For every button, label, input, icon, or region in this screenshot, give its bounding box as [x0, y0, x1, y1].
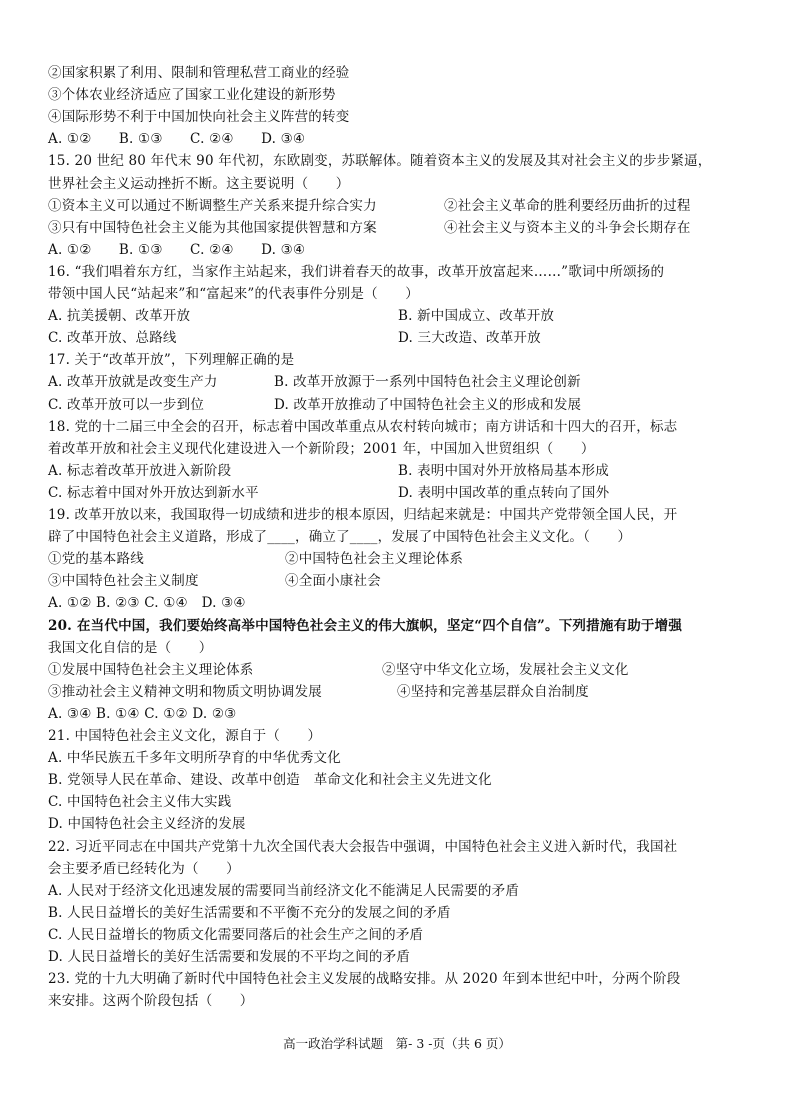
line-text-column-2: D. 表明中国改革的重点转向了国外: [398, 484, 610, 501]
text-line: [48, 218, 691, 238]
text-line: [48, 837, 677, 857]
text-line: [48, 174, 349, 194]
text-line: [48, 306, 555, 326]
line-text-column-2: B. 新中国成立、改革开放: [398, 308, 555, 325]
line-text: ①发展中国特色社会主义理论体系: [48, 661, 254, 678]
text-line: [48, 969, 680, 989]
text-line: [48, 638, 212, 658]
line-text: ④国际形势不利于中国加快向社会主义阵营的转变: [48, 109, 350, 126]
line-text: 23. 党的十九大明确了新时代中国特色社会主义发展的战略安排。从 2020 年到本世纪中叶，分两个阶段: [48, 971, 681, 988]
text-line: [48, 549, 464, 569]
line-text: 会主要矛盾已经转化为（ ）: [48, 860, 240, 877]
text-line: [48, 151, 711, 171]
text-line: [48, 439, 595, 459]
line-text: C. 人民日益增长的物质文化需要同落后的社会生产之间的矛盾: [48, 926, 424, 943]
text-line: [48, 571, 381, 591]
text-line: [48, 483, 610, 503]
line-text: B. 党领导人民在革命、建设、改革中创造 革命文化和社会主义先进文化: [48, 772, 492, 789]
line-text: 着改革开放和社会主义现代化建设进入一个新阶段；2001 年，中国加入世贸组织（ ）: [48, 440, 595, 457]
text-line: [48, 925, 423, 945]
line-text: A. ①② B. ①③ C. ②④ D. ③④: [48, 241, 306, 258]
text-line: [48, 814, 246, 834]
text-line: [48, 85, 336, 105]
line-text: ③个体农业经济适应了国家工业化建设的新形势: [48, 87, 336, 104]
line-text: 我国文化自信的是（ ）: [48, 639, 213, 656]
line-text: B. 人民日益增长的美好生活需要和不平衡不充分的发展之间的矛盾: [48, 904, 451, 921]
text-line: [48, 196, 691, 216]
text-line: [48, 726, 321, 746]
text-line: [48, 461, 609, 481]
text-line: [48, 129, 305, 149]
line-text-column-2: ④全面小康社会: [285, 573, 381, 590]
line-text: C. 标志着中国对外开放达到新水平: [48, 484, 259, 501]
line-text: 17. 关于“改革开放”，下列理解正确的是: [48, 352, 295, 369]
line-text-column-2: D. 三大改造、改革开放: [398, 330, 541, 347]
line-text: 22. 习近平同志在中国共产党第十九次全国代表大会报告中强调，中国特色社会主义进入新时代，我国社: [48, 838, 678, 855]
line-text: 世界社会主义运动挫折不断。这主要说明（ ）: [48, 175, 350, 192]
text-line: [48, 991, 254, 1011]
line-text: ②国家积累了利用、限制和管理私营工商业的经验: [48, 65, 350, 81]
line-text: ①党的基本路线: [48, 551, 144, 568]
line-text: C. 中国特色社会主义伟大实践: [48, 794, 232, 811]
line-text: A. ①② B. ②③ C. ①④ D. ③④: [48, 595, 246, 612]
text-line: [48, 770, 492, 790]
text-line: [48, 748, 341, 768]
text-line: [48, 593, 246, 613]
line-text: A. ①② B. ①③ C. ②④ D. ③④: [48, 131, 306, 148]
line-text-column-2: B. 表明中国对外开放格局基本形成: [398, 462, 609, 479]
text-line: [48, 859, 240, 879]
line-text-column-2: ②中国特色社会主义理论体系: [285, 551, 464, 568]
line-text-column-2: ②坚守中华文化立场，发展社会主义文化: [382, 661, 629, 678]
text-line: [48, 395, 582, 415]
text-line: [48, 903, 451, 923]
line-text-column-2: B. 改革开放源于一系列中国特色社会主义理论创新: [274, 374, 581, 391]
line-text-column-2: ④坚持和完善基层群众自治制度: [397, 683, 589, 700]
text-line: [48, 881, 519, 901]
line-text: A. 标志着改革开放进入新阶段: [48, 462, 232, 479]
line-text: A. 人民对于经济文化迅速发展的需要同当前经济文化不能满足人民需要的矛盾: [48, 882, 520, 899]
line-text: 19. 改革开放以来，我国取得一切成绩和进步的根本原因，归结起来就是：中国共产党带领全国人民，开: [48, 507, 678, 523]
text-line: [48, 284, 419, 304]
line-text: ③推动社会主义精神文明和物质文明协调发展: [48, 683, 322, 700]
line-text: D. 中国特色社会主义经济的发展: [48, 816, 246, 833]
text-line: [48, 792, 231, 812]
line-text-column-2: ④社会主义与资本主义的斗争会长期存在: [444, 219, 691, 236]
line-text: 20. 在当代中国，我们要始终高举中国特色社会主义的伟大旗帜，坚定“四个自信”。下列措施有助于增强: [48, 617, 683, 634]
line-text: 18. 党的十二届三中全会的召开，标志着中国改革重点从农村转向城市；南方讲话和十四大的召开，标志: [48, 418, 678, 435]
line-text: D. 人民日益增长的美好生活需要和发展的不平均之间的矛盾: [48, 949, 411, 965]
page-footer: 高一政治学科试题 第- 3 -页（共 6 页）: [283, 1036, 511, 1051]
line-text: C. 改革开放可以一步到位: [48, 396, 205, 413]
text-line: [48, 350, 294, 370]
line-text: A. 抗美援朝、改革开放: [48, 308, 191, 325]
line-text: 辟了中国特色社会主义道路，形成了____，确立了____，发展了中国特色社会主义文化。（ ）: [48, 529, 632, 546]
text-line: [48, 372, 581, 392]
text-line: [48, 240, 305, 260]
text-line: [48, 660, 629, 680]
text-line: [48, 527, 631, 547]
text-line: [48, 947, 410, 967]
line-text: ③中国特色社会主义制度: [48, 573, 199, 590]
line-text: A. 中华民族五千多年文明所孕育的中华优秀文化: [48, 750, 341, 767]
line-text: ①资本主义可以通过不断调整生产关系来提升综合实力: [48, 197, 377, 214]
line-text: ③只有中国特色社会主义能为其他国家提供智慧和方案: [48, 219, 377, 236]
line-text: A. 改革开放就是改变生产力: [48, 374, 218, 391]
line-text-column-2: ②社会主义革命的胜利要经历曲折的过程: [444, 197, 691, 214]
text-line: [48, 107, 349, 127]
line-text: 21. 中国特色社会主义文化，源自于（ ）: [48, 728, 322, 744]
text-line: [48, 417, 677, 437]
text-line: [48, 682, 589, 702]
line-text: 16. “我们唱着东方红，当家作主站起来，我们讲着春天的故事，改革开放富起来……”歌词中所颂扬的: [48, 263, 665, 280]
line-text-column-2: D. 改革开放推动了中国特色社会主义的形成和发展: [274, 396, 582, 413]
line-text: 15. 20 世纪 80 年代末 90 年代初，东欧剧变，苏联解体。随着资本主义的发展及其对社会主义的步步紧逼，: [48, 153, 712, 170]
text-line: [48, 704, 237, 724]
text-line: [48, 328, 541, 348]
text-line: [48, 616, 682, 636]
line-text: 来安排。这两个阶段包括（ ）: [48, 993, 254, 1010]
text-line: [48, 505, 677, 525]
text-line: [48, 262, 664, 282]
line-text: 带领中国人民“站起来”和“富起来”的代表事件分别是（ ）: [48, 286, 419, 302]
line-text: C. 改革开放、总路线: [48, 330, 177, 347]
text-line: [48, 63, 349, 83]
line-text: A. ③④ B. ①④ C. ①② D. ②③: [48, 705, 237, 722]
